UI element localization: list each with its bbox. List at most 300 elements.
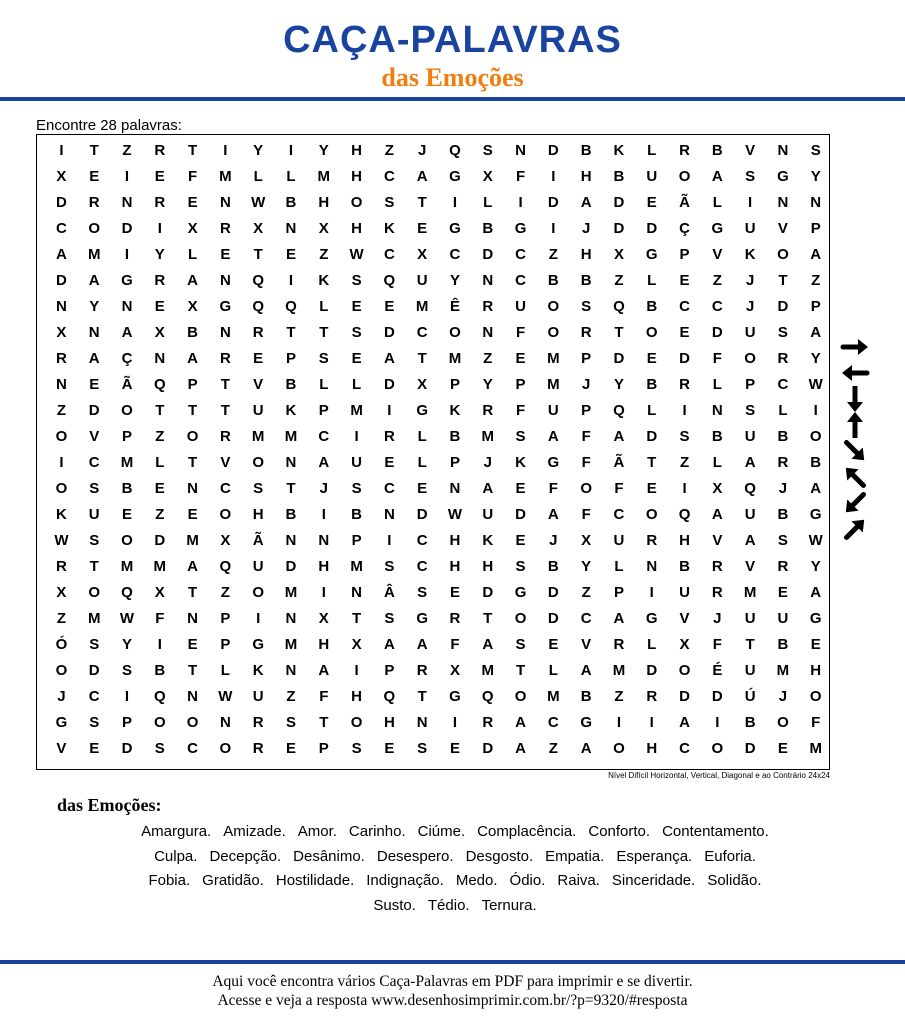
grid-cell[interactable]: O xyxy=(153,714,166,731)
grid-cell[interactable]: R xyxy=(679,376,690,393)
grid-cell[interactable]: E xyxy=(187,506,198,523)
grid-cell[interactable]: P xyxy=(679,246,690,263)
grid-cell[interactable]: Â xyxy=(383,584,395,601)
grid-cell[interactable]: G xyxy=(449,220,461,237)
grid-cell[interactable]: Q xyxy=(678,506,691,523)
grid-cell[interactable]: K xyxy=(252,662,264,679)
grid-cell[interactable]: S xyxy=(351,480,362,497)
grid-cell[interactable]: P xyxy=(121,428,132,445)
grid-cell[interactable]: E xyxy=(384,298,395,315)
grid-cell[interactable]: E xyxy=(351,298,362,315)
grid-cell[interactable]: Y xyxy=(154,246,165,263)
grid-cell[interactable]: A xyxy=(810,246,822,263)
grid-cell[interactable]: F xyxy=(581,506,591,523)
grid-cell[interactable]: I xyxy=(354,428,359,445)
grid-cell[interactable]: P xyxy=(351,532,362,549)
grid-cell[interactable]: S xyxy=(285,714,296,731)
grid-cell[interactable]: O xyxy=(252,584,265,601)
grid-cell[interactable]: G xyxy=(711,220,724,237)
grid-cell[interactable]: Z xyxy=(548,740,558,757)
grid-cell[interactable]: L xyxy=(155,454,165,471)
grid-cell[interactable]: B xyxy=(777,636,789,653)
grid-cell[interactable]: F xyxy=(515,168,526,185)
grid-cell[interactable]: P xyxy=(318,740,329,757)
grid-cell[interactable]: N xyxy=(646,558,658,575)
grid-cell[interactable]: N xyxy=(55,298,67,315)
grid-cell[interactable]: A xyxy=(482,636,494,653)
grid-cell[interactable]: E xyxy=(154,480,165,497)
grid-cell[interactable]: G xyxy=(809,610,822,627)
grid-cell[interactable]: W xyxy=(808,532,823,549)
grid-cell[interactable]: C xyxy=(711,298,723,315)
grid-cell[interactable]: Ó xyxy=(55,636,68,653)
grid-cell[interactable]: I xyxy=(715,714,720,731)
grid-cell[interactable]: B xyxy=(679,558,690,575)
grid-cell[interactable]: Q xyxy=(449,142,461,159)
grid-cell[interactable]: M xyxy=(251,428,265,445)
grid-cell[interactable]: I xyxy=(321,584,326,601)
grid-cell[interactable]: U xyxy=(744,506,756,523)
grid-cell[interactable]: N xyxy=(318,532,330,549)
grid-cell[interactable]: Q xyxy=(121,584,133,601)
grid-cell[interactable]: L xyxy=(253,168,263,185)
grid-cell[interactable]: D xyxy=(154,532,166,549)
grid-cell[interactable]: D xyxy=(613,220,625,237)
grid-cell[interactable]: C xyxy=(416,558,428,575)
grid-cell[interactable]: T xyxy=(647,454,657,471)
grid-cell[interactable]: T xyxy=(188,454,198,471)
grid-cell[interactable]: L xyxy=(417,454,427,471)
grid-cell[interactable]: I xyxy=(387,402,392,419)
grid-cell[interactable]: I xyxy=(682,402,687,419)
grid-cell[interactable]: E xyxy=(285,246,296,263)
grid-cell[interactable]: C xyxy=(416,532,428,549)
grid-cell[interactable]: O xyxy=(711,740,724,757)
grid-cell[interactable]: O xyxy=(547,298,560,315)
grid-cell[interactable]: R xyxy=(252,324,264,341)
grid-cell[interactable]: F xyxy=(811,714,821,731)
grid-cell[interactable]: T xyxy=(778,272,788,289)
grid-cell[interactable]: Z xyxy=(712,272,722,289)
grid-cell[interactable]: L xyxy=(647,272,657,289)
grid-cell[interactable]: B xyxy=(580,142,592,159)
grid-cell[interactable]: B xyxy=(449,428,461,445)
grid-cell[interactable]: T xyxy=(188,402,198,419)
grid-cell[interactable]: R xyxy=(449,610,461,627)
grid-cell[interactable]: A xyxy=(613,428,625,445)
grid-cell[interactable]: E xyxy=(384,454,395,471)
grid-cell[interactable]: P xyxy=(318,402,329,419)
grid-cell[interactable]: H xyxy=(351,142,362,159)
grid-cell[interactable]: U xyxy=(416,272,428,289)
grid-cell[interactable]: T xyxy=(89,558,99,575)
grid-cell[interactable]: J xyxy=(745,298,755,315)
grid-cell[interactable]: M xyxy=(481,662,494,679)
grid-cell[interactable]: E xyxy=(417,220,428,237)
grid-cell[interactable]: Q xyxy=(383,272,396,289)
grid-cell[interactable]: V xyxy=(56,740,67,757)
grid-cell[interactable]: I xyxy=(124,246,130,263)
grid-cell[interactable]: E xyxy=(777,740,788,757)
grid-cell[interactable]: F xyxy=(515,402,526,419)
grid-cell[interactable]: A xyxy=(88,272,100,289)
grid-cell[interactable]: A xyxy=(679,714,690,731)
grid-cell[interactable]: M xyxy=(481,428,494,445)
grid-cell[interactable]: B xyxy=(187,324,198,341)
grid-cell[interactable]: A xyxy=(810,324,822,341)
grid-cell[interactable]: G xyxy=(252,636,265,653)
grid-cell[interactable]: I xyxy=(59,142,64,159)
grid-cell[interactable]: S xyxy=(777,532,788,549)
grid-cell[interactable]: J xyxy=(745,272,755,289)
grid-cell[interactable]: L xyxy=(712,376,722,393)
grid-cell[interactable]: L xyxy=(614,558,624,575)
grid-cell[interactable]: Q xyxy=(252,272,265,289)
grid-cell[interactable]: Y xyxy=(810,558,821,575)
grid-cell[interactable]: S xyxy=(745,402,756,419)
grid-cell[interactable]: B xyxy=(777,428,789,445)
grid-cell[interactable]: E xyxy=(121,506,132,523)
grid-cell[interactable]: E xyxy=(679,272,690,289)
grid-cell[interactable]: Z xyxy=(286,688,296,705)
grid-cell[interactable]: O xyxy=(55,480,68,497)
grid-cell[interactable]: F xyxy=(581,428,591,445)
grid-cell[interactable]: Y xyxy=(810,350,821,367)
grid-cell[interactable]: A xyxy=(416,636,428,653)
grid-cell[interactable]: K xyxy=(482,532,494,549)
grid-cell[interactable]: B xyxy=(547,558,559,575)
grid-cell[interactable]: P xyxy=(745,376,756,393)
grid-cell[interactable]: X xyxy=(187,220,198,237)
grid-cell[interactable]: X xyxy=(613,246,624,263)
grid-cell[interactable]: Z xyxy=(581,584,591,601)
grid-cell[interactable]: C xyxy=(515,272,526,289)
grid-cell[interactable]: Ç xyxy=(121,350,133,367)
grid-cell[interactable]: D xyxy=(679,688,690,705)
grid-cell[interactable]: S xyxy=(89,636,100,653)
grid-cell[interactable]: M xyxy=(284,636,298,653)
grid-cell[interactable]: R xyxy=(88,194,100,211)
grid-cell[interactable]: Ê xyxy=(449,298,460,315)
grid-cell[interactable]: L xyxy=(351,376,362,393)
grid-cell[interactable]: L xyxy=(712,454,722,471)
grid-cell[interactable]: L xyxy=(548,662,558,679)
grid-cell[interactable]: A xyxy=(744,454,756,471)
grid-cell[interactable]: S xyxy=(515,636,526,653)
grid-cell[interactable]: E xyxy=(384,740,395,757)
grid-cell[interactable]: F xyxy=(548,480,558,497)
grid-cell[interactable]: L xyxy=(220,662,230,679)
grid-cell[interactable]: B xyxy=(646,298,658,315)
grid-cell[interactable]: B xyxy=(646,376,658,393)
grid-cell[interactable]: Q xyxy=(219,558,232,575)
grid-cell[interactable]: X xyxy=(154,584,165,601)
grid-cell[interactable]: T xyxy=(220,376,230,393)
grid-cell[interactable]: E xyxy=(285,740,296,757)
grid-cell[interactable]: Z xyxy=(56,402,66,419)
grid-cell[interactable]: N xyxy=(777,194,789,211)
grid-cell[interactable]: Z xyxy=(614,688,624,705)
grid-cell[interactable]: P xyxy=(810,220,821,237)
grid-cell[interactable]: T xyxy=(286,324,296,341)
grid-cell[interactable]: U xyxy=(744,220,756,237)
grid-cell[interactable]: C xyxy=(416,324,428,341)
grid-cell[interactable]: O xyxy=(449,324,461,341)
grid-cell[interactable]: O xyxy=(121,402,133,419)
grid-cell[interactable]: Y xyxy=(121,636,132,653)
grid-cell[interactable]: B xyxy=(285,376,297,393)
grid-cell[interactable]: E xyxy=(777,584,788,601)
grid-cell[interactable]: N xyxy=(219,324,231,341)
grid-cell[interactable]: H xyxy=(351,220,362,237)
grid-cell[interactable]: R xyxy=(580,324,592,341)
grid-cell[interactable]: A xyxy=(318,454,330,471)
grid-cell[interactable]: C xyxy=(219,480,231,497)
grid-cell[interactable]: E xyxy=(679,324,690,341)
grid-cell[interactable]: S xyxy=(777,324,788,341)
grid-cell[interactable]: X xyxy=(417,246,428,263)
grid-cell[interactable]: O xyxy=(678,662,691,679)
grid-cell[interactable]: D xyxy=(482,246,494,263)
grid-cell[interactable]: H xyxy=(449,532,461,549)
grid-cell[interactable]: Y xyxy=(318,142,329,159)
grid-cell[interactable]: T xyxy=(515,662,526,679)
grid-cell[interactable]: S xyxy=(154,740,165,757)
grid-cell[interactable]: O xyxy=(645,506,658,523)
grid-cell[interactable]: V xyxy=(745,142,756,159)
grid-cell[interactable]: F xyxy=(188,168,198,185)
grid-cell[interactable]: R xyxy=(154,194,166,211)
grid-cell[interactable]: L xyxy=(712,194,722,211)
grid-cell[interactable]: N xyxy=(121,194,133,211)
grid-cell[interactable]: E xyxy=(810,636,821,653)
grid-cell[interactable]: R xyxy=(482,402,494,419)
grid-cell[interactable]: N xyxy=(187,480,198,497)
grid-cell[interactable]: M xyxy=(317,168,331,185)
grid-cell[interactable]: O xyxy=(186,714,199,731)
grid-cell[interactable]: R xyxy=(777,454,789,471)
grid-cell[interactable]: F xyxy=(581,454,591,471)
grid-cell[interactable]: X xyxy=(154,324,165,341)
grid-cell[interactable]: N xyxy=(351,584,362,601)
grid-cell[interactable]: B xyxy=(810,454,822,471)
grid-cell[interactable]: E xyxy=(187,194,198,211)
grid-cell[interactable]: S xyxy=(679,428,690,445)
grid-cell[interactable]: P xyxy=(613,584,624,601)
grid-cell[interactable]: R xyxy=(219,220,231,237)
grid-cell[interactable]: L xyxy=(188,246,198,263)
grid-cell[interactable]: R xyxy=(482,298,494,315)
grid-cell[interactable]: Z xyxy=(122,142,132,159)
grid-cell[interactable]: G xyxy=(514,584,527,601)
grid-cell[interactable]: D xyxy=(55,272,67,289)
grid-cell[interactable]: A xyxy=(810,480,822,497)
grid-cell[interactable]: V xyxy=(712,532,723,549)
grid-cell[interactable]: O xyxy=(55,428,68,445)
grid-cell[interactable]: S xyxy=(318,350,329,367)
grid-cell[interactable]: U xyxy=(547,402,559,419)
grid-cell[interactable]: A xyxy=(547,428,559,445)
grid-cell[interactable]: B xyxy=(482,220,494,237)
grid-cell[interactable]: Z xyxy=(155,506,165,523)
grid-cell[interactable]: S xyxy=(384,610,395,627)
grid-cell[interactable]: E xyxy=(351,350,362,367)
grid-cell[interactable]: D xyxy=(416,506,428,523)
grid-cell[interactable]: U xyxy=(515,298,526,315)
grid-cell[interactable]: L xyxy=(483,194,493,211)
grid-cell[interactable]: F xyxy=(450,636,460,653)
grid-cell[interactable]: O xyxy=(121,532,133,549)
grid-cell[interactable]: I xyxy=(354,662,359,679)
grid-cell[interactable]: U xyxy=(88,506,100,523)
grid-cell[interactable]: K xyxy=(613,142,625,159)
grid-cell[interactable]: Ã xyxy=(121,376,133,393)
grid-cell[interactable]: T xyxy=(483,610,493,627)
grid-cell[interactable]: A xyxy=(547,506,559,523)
grid-cell[interactable]: O xyxy=(580,480,592,497)
grid-cell[interactable]: A xyxy=(55,246,67,263)
grid-cell[interactable]: J xyxy=(778,688,788,705)
grid-cell[interactable]: S xyxy=(417,740,428,757)
grid-cell[interactable]: Q xyxy=(252,298,265,315)
grid-cell[interactable]: W xyxy=(447,506,463,523)
grid-cell[interactable]: V xyxy=(253,376,264,393)
grid-cell[interactable]: N xyxy=(810,194,822,211)
grid-cell[interactable]: H xyxy=(679,532,690,549)
grid-cell[interactable]: A xyxy=(416,168,428,185)
grid-cell[interactable]: L xyxy=(286,168,296,185)
grid-cell[interactable]: A xyxy=(88,350,100,367)
grid-cell[interactable]: F xyxy=(155,610,165,627)
grid-cell[interactable]: W xyxy=(251,194,266,211)
grid-cell[interactable]: B xyxy=(285,194,297,211)
grid-cell[interactable]: O xyxy=(645,324,658,341)
grid-cell[interactable]: I xyxy=(452,714,458,731)
grid-cell[interactable]: S xyxy=(89,532,100,549)
grid-cell[interactable]: I xyxy=(124,168,130,185)
grid-cell[interactable]: H xyxy=(646,740,658,757)
grid-cell[interactable]: B xyxy=(580,688,592,705)
grid-cell[interactable]: H xyxy=(318,636,330,653)
grid-cell[interactable]: I xyxy=(288,142,294,159)
grid-cell[interactable]: P xyxy=(187,376,198,393)
grid-cell[interactable]: O xyxy=(219,740,232,757)
grid-cell[interactable]: B xyxy=(711,428,723,445)
grid-cell[interactable]: A xyxy=(711,506,723,523)
grid-cell[interactable]: X xyxy=(253,220,264,237)
grid-cell[interactable]: N xyxy=(219,272,231,289)
grid-cell[interactable]: T xyxy=(417,688,427,705)
grid-cell[interactable]: L xyxy=(647,636,657,653)
grid-cell[interactable]: G xyxy=(219,298,232,315)
grid-cell[interactable]: Q xyxy=(744,480,756,497)
grid-cell[interactable]: G xyxy=(514,220,527,237)
grid-cell[interactable]: E xyxy=(154,168,165,185)
grid-cell[interactable]: O xyxy=(514,610,527,627)
grid-cell[interactable]: D xyxy=(646,662,658,679)
grid-cell[interactable]: X xyxy=(679,636,690,653)
grid-cell[interactable]: I xyxy=(157,220,162,237)
grid-cell[interactable]: R xyxy=(711,584,723,601)
grid-cell[interactable]: F xyxy=(515,324,526,341)
grid-cell[interactable]: A xyxy=(810,584,822,601)
grid-cell[interactable]: B xyxy=(351,506,362,523)
grid-cell[interactable]: É xyxy=(712,662,723,679)
grid-cell[interactable]: C xyxy=(88,688,100,705)
grid-cell[interactable]: J xyxy=(713,610,722,627)
grid-cell[interactable]: Q xyxy=(285,298,297,315)
grid-cell[interactable]: I xyxy=(256,610,261,627)
grid-cell[interactable]: N xyxy=(515,142,526,159)
grid-cell[interactable]: T xyxy=(417,350,427,367)
grid-cell[interactable]: L xyxy=(319,298,329,315)
grid-cell[interactable]: X xyxy=(56,324,67,341)
grid-cell[interactable]: I xyxy=(288,272,294,289)
grid-cell[interactable]: D xyxy=(383,376,395,393)
grid-cell[interactable]: T xyxy=(319,324,329,341)
grid-cell[interactable]: C xyxy=(580,610,592,627)
grid-cell[interactable]: S xyxy=(581,298,592,315)
grid-cell[interactable]: G xyxy=(416,402,428,419)
grid-cell[interactable]: T xyxy=(155,402,165,419)
grid-cell[interactable]: S xyxy=(417,584,428,601)
grid-cell[interactable]: G xyxy=(645,610,658,627)
grid-cell[interactable]: C xyxy=(383,168,395,185)
grid-cell[interactable]: N xyxy=(482,272,494,289)
grid-cell[interactable]: B xyxy=(580,272,592,289)
grid-cell[interactable]: J xyxy=(417,142,427,159)
grid-cell[interactable]: I xyxy=(551,220,556,237)
grid-cell[interactable]: D xyxy=(88,402,100,419)
grid-cell[interactable]: H xyxy=(318,194,330,211)
grid-cell[interactable]: W xyxy=(349,246,364,263)
grid-cell[interactable]: S xyxy=(810,142,821,159)
grid-cell[interactable]: Q xyxy=(383,688,396,705)
grid-cell[interactable]: A xyxy=(515,714,526,731)
grid-cell[interactable]: R xyxy=(252,740,264,757)
grid-cell[interactable]: X xyxy=(187,298,198,315)
grid-cell[interactable]: C xyxy=(318,428,330,445)
grid-cell[interactable]: C xyxy=(679,740,690,757)
grid-cell[interactable]: B xyxy=(711,142,723,159)
grid-cell[interactable]: I xyxy=(649,584,654,601)
grid-cell[interactable]: N xyxy=(55,376,67,393)
grid-cell[interactable]: N xyxy=(285,454,297,471)
grid-cell[interactable]: Ú xyxy=(744,688,756,705)
grid-cell[interactable]: P xyxy=(384,662,395,679)
grid-cell[interactable]: C xyxy=(613,506,625,523)
grid-cell[interactable]: X xyxy=(482,168,493,185)
grid-cell[interactable]: P xyxy=(581,402,592,419)
grid-cell[interactable]: V xyxy=(777,220,788,237)
grid-cell[interactable]: P xyxy=(515,376,526,393)
grid-cell[interactable]: U xyxy=(252,558,264,575)
grid-cell[interactable]: K xyxy=(383,220,395,237)
grid-cell[interactable]: O xyxy=(744,350,756,367)
grid-cell[interactable]: V xyxy=(220,454,231,471)
grid-cell[interactable]: J xyxy=(319,480,328,497)
grid-cell[interactable]: A xyxy=(580,740,592,757)
grid-cell[interactable]: M xyxy=(284,428,298,445)
grid-cell[interactable]: Y xyxy=(89,298,100,315)
grid-cell[interactable]: J xyxy=(778,480,788,497)
grid-cell[interactable]: B xyxy=(285,506,297,523)
grid-cell[interactable]: Z xyxy=(220,584,230,601)
grid-cell[interactable]: N xyxy=(285,610,297,627)
grid-cell[interactable]: P xyxy=(285,350,296,367)
grid-cell[interactable]: Z xyxy=(811,272,821,289)
grid-cell[interactable]: R xyxy=(613,636,625,653)
